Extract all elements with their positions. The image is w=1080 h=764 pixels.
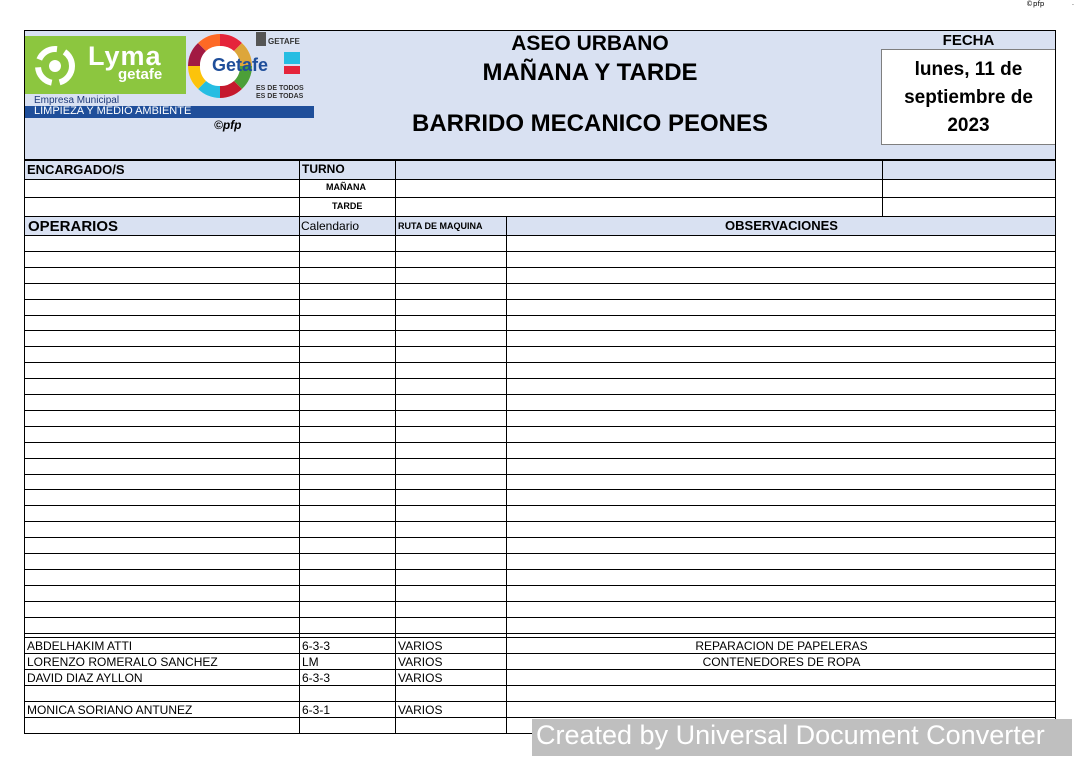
grid-line [24, 458, 1056, 459]
fecha-label: FECHA [942, 32, 995, 49]
grid-line [24, 569, 1056, 570]
row-1-calendario: 6-3-3 [302, 639, 331, 653]
grid-line [24, 474, 1056, 475]
svg-text:ES DE TODOS: ES DE TODOS [256, 85, 304, 92]
grid-line [24, 394, 1056, 395]
lyma-swirl-icon [32, 44, 78, 88]
row-3-calendario: 6-3-3 [302, 671, 331, 685]
col-operarios: OPERARIOS [28, 218, 119, 235]
fecha-value [881, 49, 1056, 145]
grid-line [395, 160, 396, 216]
grid-line [24, 378, 1056, 379]
division-label: LIMPIEZA Y MEDIO AMBIENTE [34, 105, 192, 117]
lyma-logo-subtext: getafe [118, 66, 163, 83]
grid-line [24, 489, 1056, 490]
turno-manana: MAÑANA [326, 182, 366, 192]
grid-line [1055, 30, 1056, 733]
grid-line [24, 251, 1056, 252]
svg-text:ES DE TODAS: ES DE TODAS [256, 93, 304, 100]
grid-line [24, 179, 1056, 180]
row-1-name: ABDELHAKIM ATTI [27, 639, 133, 653]
row-1-obs: REPARACION DE PAPELERAS [695, 639, 868, 653]
title-shift: MAÑANA Y TARDE [482, 59, 698, 86]
grid-line [24, 701, 1056, 702]
row-5-calendario: 6-3-1 [302, 703, 331, 717]
grid-line [24, 717, 1056, 718]
row-1-ruta: VARIOS [398, 639, 443, 653]
grid-line [24, 197, 1056, 198]
grid-line [24, 442, 1056, 443]
row-2-name: LORENZO ROMERALO SANCHEZ [27, 655, 218, 669]
row-2-ruta: VARIOS [398, 655, 443, 669]
grid-line [24, 633, 1056, 634]
grid-line [24, 537, 1056, 538]
turno-label: TURNO [302, 162, 345, 176]
grid-line [24, 669, 1056, 670]
fecha-line-3: 2023 [947, 115, 990, 136]
grid-line [24, 505, 1056, 506]
col-calendario: Calendario [301, 219, 360, 233]
grid-line [24, 362, 1056, 363]
row-3-ruta: VARIOS [398, 671, 443, 685]
grid-line [299, 216, 300, 733]
fecha-line-2: septiembre de [904, 87, 1033, 108]
corner-dot: . [1072, 0, 1074, 7]
grid-line [24, 653, 1056, 654]
grid-line [24, 521, 1056, 522]
grid-line [24, 315, 1056, 316]
grid-line [882, 160, 883, 216]
title-service: BARRIDO MECANICO PEONES [411, 110, 769, 137]
grid-line [24, 216, 1056, 217]
row-3-name: DAVID DIAZ AYLLON [27, 671, 143, 685]
grid-line [24, 585, 1056, 586]
empresa-municipal-label: Empresa Municipal [34, 95, 120, 106]
grid-line [24, 30, 25, 733]
shift-header-bg [24, 160, 1056, 179]
turno-tarde: TARDE [332, 201, 363, 211]
grid-line [24, 553, 1056, 554]
grid-line [24, 160, 1056, 161]
grid-line [24, 426, 1056, 427]
pfp-mark: ©pfp [214, 118, 242, 132]
title-aseo-urbano: ASEO URBANO [511, 32, 669, 55]
row-2-obs: CONTENEDORES DE ROPA [702, 655, 861, 669]
grid-line [24, 637, 1056, 638]
grid-line [24, 685, 1056, 686]
grid-line [24, 601, 1056, 602]
lyma-logo-text: Lyma [88, 41, 162, 71]
copyright-mark: ©pfp [1026, 0, 1045, 8]
grid-line [395, 216, 396, 733]
ayto-text: GETAFE [268, 37, 300, 46]
watermark-text: Created by Universal Document Converter [536, 720, 1045, 750]
col-ruta: RUTA DE MAQUINA [398, 221, 483, 231]
row-5-name: MONICA SORIANO ANTUNEZ [27, 703, 193, 717]
getafe-logo-text: Getafe [212, 55, 269, 75]
row-5-ruta: VARIOS [398, 703, 443, 717]
fecha-line-1: lunes, 11 de [914, 59, 1023, 80]
row-2-calendario: LM [302, 655, 319, 669]
grid-line [24, 330, 1056, 331]
grid-line [24, 617, 1056, 618]
col-observaciones: OBSERVACIONES [725, 218, 838, 233]
grid-line [299, 160, 300, 216]
grid-line [24, 346, 1056, 347]
grid-line [24, 283, 1056, 284]
grid-line [24, 299, 1056, 300]
grid-line [24, 235, 1056, 236]
grid-line [24, 410, 1056, 411]
grid-line [24, 267, 1056, 268]
encargados-label: ENCARGADO/S [27, 162, 125, 177]
